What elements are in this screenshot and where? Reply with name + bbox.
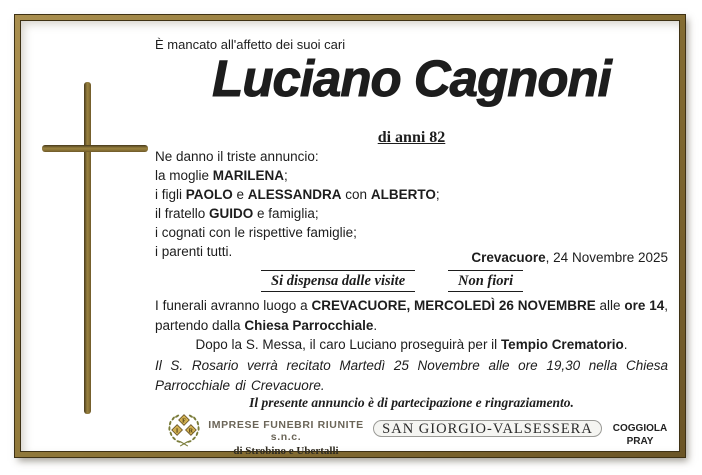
age-line: di anni 82: [377, 129, 446, 146]
memorial-cross-arm: [42, 145, 148, 152]
location-badge: SAN GIORGIO-VALSESSERA: [373, 420, 602, 437]
family-line-relatives: i parenti tutti.: [155, 244, 233, 259]
monogram-letter-left: I: [175, 428, 179, 435]
agency-subtitle: di Strobino e Ubertalli: [233, 445, 339, 457]
family-line-children: i figli PAOLO e ALESSANDRA con ALBERTO;: [155, 187, 440, 202]
agency-name: IMPRESE FUNEBRI RIUNITE s.n.c.: [208, 419, 364, 443]
rosary-line: Il S. Rosario verrà recitato Martedì 25 Novembre alle ore 19,30 nella Chiesa Parrocchiale di Crevacuore.: [155, 358, 668, 393]
announcement-list: [155, 147, 440, 261]
family-line-wife: la moglie MARILENA;: [155, 168, 288, 183]
town-coggiola: COGGIOLA: [612, 423, 668, 434]
no-visits-notice: Si dispensa dalle visite: [261, 270, 415, 292]
closing-line: Il presente annuncio è di partecipazione e ringraziamento.: [249, 395, 574, 410]
stems: [180, 442, 188, 447]
monogram-letter-right: R: [188, 428, 194, 435]
family-line-brother: il fratello GUIDO e famiglia;: [155, 206, 319, 221]
agency-block: [200, 419, 372, 457]
towns-block: [608, 423, 672, 448]
no-flowers-notice: Non fiori: [448, 270, 523, 292]
cremation-line: Dopo la S. Messa, il caro Luciano proseguirà per il Tempio Crematorio.: [195, 337, 628, 352]
family-line-inlaws: i cognati con le rispettive famiglie;: [155, 225, 357, 240]
place-date-line: Crevacuore, 24 Novembre 2025: [471, 250, 668, 265]
monogram-letter-top: F: [182, 418, 186, 425]
intro-line: È mancato all'affetto dei suoi cari: [155, 37, 346, 52]
announcement-lead: Ne danno il triste annuncio:: [155, 149, 319, 164]
memorial-cross: [84, 82, 91, 414]
deceased-name: Luciano Cagnoni: [212, 50, 611, 107]
town-pray: PRAY: [626, 435, 654, 447]
funeral-details: I funerali avranno luogo a CREVACUORE, MERCOLEDÌ 26 NOVEMBRE alle ore 14, partendo dalla Chiesa Parrocchiale.: [155, 298, 668, 333]
